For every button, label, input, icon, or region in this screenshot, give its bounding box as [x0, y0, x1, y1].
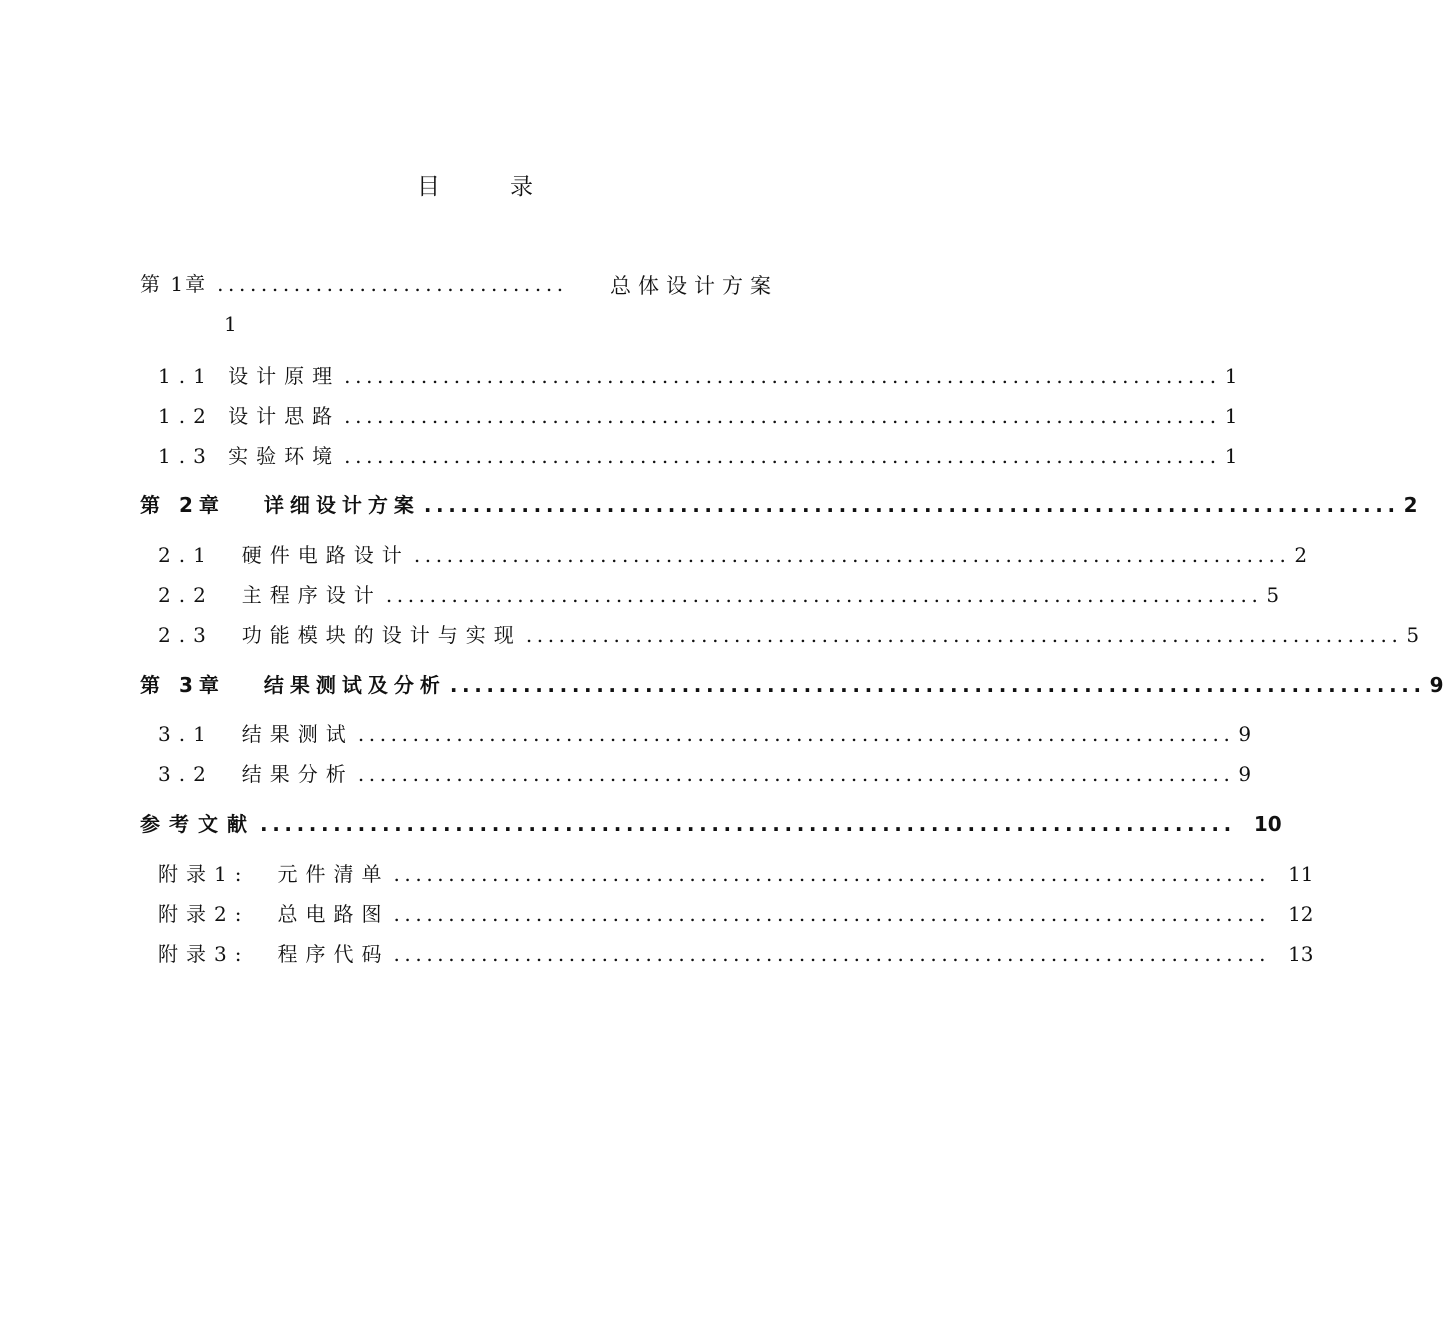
toc-leader-dots: ................................................................................: [449, 673, 1426, 697]
toc-entry-label: 参考文献: [140, 812, 256, 836]
toc-entry-2-2[interactable]: [158, 581, 1280, 609]
toc-entry-page: 13: [1288, 942, 1314, 966]
toc-leader-dots: ................................................................................: [344, 404, 1221, 428]
toc-entry-label: 1.3 实验环境: [158, 444, 341, 468]
toc-leader-dots: ................................................................................: [393, 942, 1271, 966]
toc-entry-1-2[interactable]: [158, 402, 1238, 430]
toc-entry-label: 第 3章 结果测试及分析: [140, 673, 446, 697]
toc-entry-label: 第 2章 详细设计方案: [140, 493, 420, 517]
toc-leader-dots: ................................................................................: [344, 444, 1221, 468]
toc-entry-page: 1: [1224, 364, 1238, 388]
toc-entry-2-3[interactable]: [158, 621, 1420, 649]
toc-entry-2-1[interactable]: [158, 541, 1308, 569]
toc-entry-page: 2: [1294, 543, 1308, 567]
toc-leader-dots: ................................................................................: [393, 862, 1271, 886]
toc-entry-3-1[interactable]: [158, 720, 1252, 748]
toc-leader-dots: ................................................................................: [393, 902, 1271, 926]
toc-entry-chapter-3[interactable]: [140, 671, 1444, 699]
toc-entry-3-2[interactable]: [158, 760, 1252, 788]
toc-entry-chapter-2[interactable]: [140, 491, 1418, 519]
toc-entry-page: 1: [1224, 404, 1238, 428]
toc-title: [0, 168, 950, 201]
toc-leader-dots: ................................................................................: [357, 762, 1235, 786]
toc-title-char-1: 目: [417, 174, 440, 200]
toc-entry-label: 2.1 硬件电路设计: [158, 543, 410, 567]
toc-entry-chapter-1-page: 1: [224, 312, 237, 336]
toc-entry-1-3[interactable]: [158, 442, 1238, 470]
toc-entry-page: 9: [1238, 762, 1252, 786]
toc-leader-dots: ................................: [217, 272, 568, 296]
toc-entry-label: 1.1 设计原理: [158, 364, 341, 388]
toc-entry-label: 附录1: 元件清单: [158, 862, 390, 886]
toc-entry-label: 3.2 结果分析: [158, 762, 354, 786]
toc-entry-label: 1.2 设计思路: [158, 404, 341, 428]
toc-title-char-2: 录: [510, 174, 533, 200]
toc-entry-page: 5: [1266, 583, 1280, 607]
toc-entry-page: 11: [1288, 862, 1314, 886]
toc-leader-dots: ................................................................................: [385, 583, 1263, 607]
toc-leader-dots: ................................................................................: [423, 493, 1400, 517]
toc-entry-label: 2.3 功能模块的设计与实现: [158, 623, 522, 647]
toc-entry-appendix-1[interactable]: [158, 860, 1314, 888]
toc-entry-appendix-3[interactable]: [158, 940, 1314, 968]
toc-entry-page: 10: [1253, 812, 1282, 836]
toc-entry-references[interactable]: [140, 810, 1282, 838]
toc-entry-label: 附录2: 总电路图: [158, 902, 390, 926]
toc-entry-1-1[interactable]: [158, 362, 1238, 390]
toc-entry-page: 2: [1403, 493, 1418, 517]
toc-entry-page: 5: [1406, 623, 1420, 647]
toc-entry-page: 12: [1288, 902, 1314, 926]
toc-entry-page: 9: [1429, 673, 1444, 697]
toc-entry-label: 第 1章: [140, 272, 208, 296]
toc-entry-chapter-1-title: 总体设计方案: [610, 274, 778, 298]
toc-entry-page: 9: [1238, 722, 1252, 746]
toc-leader-dots: ................................................................................: [413, 543, 1291, 567]
toc-leader-dots: ................................................................................: [260, 812, 1236, 836]
toc-leader-dots: ................................................................................: [344, 364, 1221, 388]
toc-leader-dots: ................................................................................: [525, 623, 1403, 647]
toc-entry-page: 1: [1224, 444, 1238, 468]
toc-entry-label: 2.2 主程序设计: [158, 583, 382, 607]
toc-leader-dots: ................................................................................: [357, 722, 1235, 746]
toc-entry-appendix-2[interactable]: [158, 900, 1314, 928]
toc-entry-label: 3.1 结果测试: [158, 722, 354, 746]
toc-entry-label: 附录3: 程序代码: [158, 942, 390, 966]
toc-entry-chapter-1[interactable]: [140, 270, 595, 298]
